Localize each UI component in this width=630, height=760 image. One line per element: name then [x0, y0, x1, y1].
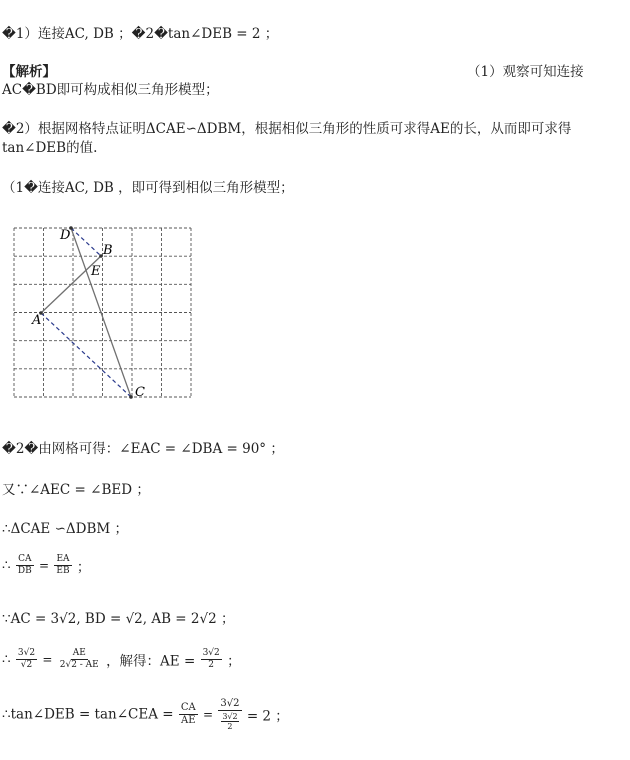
solution-step1: （1�连接AC, DB ，即可得到相似三角形模型；	[2, 180, 294, 196]
step8-lead: ∴tan∠DEB = tan∠CEA =	[2, 706, 174, 723]
step5-left-numerator: CA	[18, 554, 32, 564]
point-c	[129, 395, 133, 399]
analysis-hint1-right: （1）观察可知连接	[467, 64, 584, 80]
step8-equals: =	[203, 707, 214, 722]
analysis-hint2-line2: tan∠DEB的值.	[2, 140, 98, 156]
step7-ae-denominator: 2	[208, 660, 215, 670]
step7-fraction-left	[16, 648, 37, 671]
step8-complex-denominator	[219, 711, 240, 731]
step7-right-numerator: AE	[72, 648, 86, 658]
solution-step8	[2, 698, 289, 731]
solution-step4: ∴ΔCAE ∽ΔDBM ；	[2, 521, 128, 537]
step8-inner-numerator: 3√2	[222, 712, 238, 721]
geometry-figure	[0, 215, 210, 405]
solution-step3: 又∵∠AEC = ∠BED ；	[2, 482, 150, 498]
step7-solve-text: ，解得：AE =	[106, 653, 196, 670]
step7-left-numerator: 3√2	[17, 648, 36, 658]
solution-step5	[2, 554, 90, 577]
step8-inner-denominator: 2	[227, 722, 233, 731]
step5-prefix: ∴	[2, 557, 11, 574]
label-e: E	[91, 264, 101, 279]
analysis-heading: 【解析】	[2, 64, 56, 80]
analysis-hint1-left: AC�BD即可构成相似三角形模型；	[2, 82, 219, 98]
label-a: A	[32, 313, 42, 328]
solution-step7	[2, 648, 241, 671]
segment-ac	[41, 313, 131, 397]
step7-ae-fraction	[201, 648, 222, 671]
label-d: D	[60, 228, 71, 243]
step8-ca-numerator: CA	[180, 702, 196, 713]
step8-inner-fraction	[221, 712, 238, 731]
step7-ae-numerator: 3√2	[202, 648, 220, 658]
step5-right-denominator: EB	[56, 566, 70, 576]
step7-suffix: ；	[227, 653, 241, 670]
step5-right-numerator: EA	[56, 554, 70, 564]
step5-fraction-right	[54, 554, 71, 577]
step5-left-denominator: DB	[17, 566, 32, 576]
step8-complex-numerator: 3√2	[220, 698, 240, 709]
step5-suffix: ；	[76, 559, 91, 576]
step7-equals: =	[42, 652, 53, 667]
answer-line: �1）连接AC, DB ；�2�tan∠DEB = 2 ；	[2, 26, 279, 42]
step7-prefix: ∴	[2, 651, 11, 668]
solution-step6: ∵AC = 3√2, BD = √2, AB = 2√2 ；	[2, 611, 235, 627]
step8-ae-denominator: AE	[181, 715, 196, 726]
solution-step2: �2�由网格可得：∠EAC = ∠DBA = 90° ；	[2, 441, 284, 457]
step7-right-denominator: 2√2 - AE	[59, 660, 99, 670]
analysis-hint2-line1: �2）根据网格特点证明ΔCAE∽ΔDBM，根据相似三角形的性质可求得AE的长，从而即可求得	[2, 121, 572, 137]
step5-equals: =	[39, 558, 50, 573]
step7-fraction-right	[58, 648, 101, 671]
label-b: B	[103, 243, 113, 258]
step8-fraction-ca-ae	[179, 702, 198, 727]
step7-left-denominator: √2	[20, 660, 33, 670]
label-c: C	[135, 385, 145, 400]
step8-complex-fraction	[218, 698, 241, 731]
step8-result: = 2 ；	[246, 708, 289, 725]
step5-fraction-left	[16, 554, 34, 577]
